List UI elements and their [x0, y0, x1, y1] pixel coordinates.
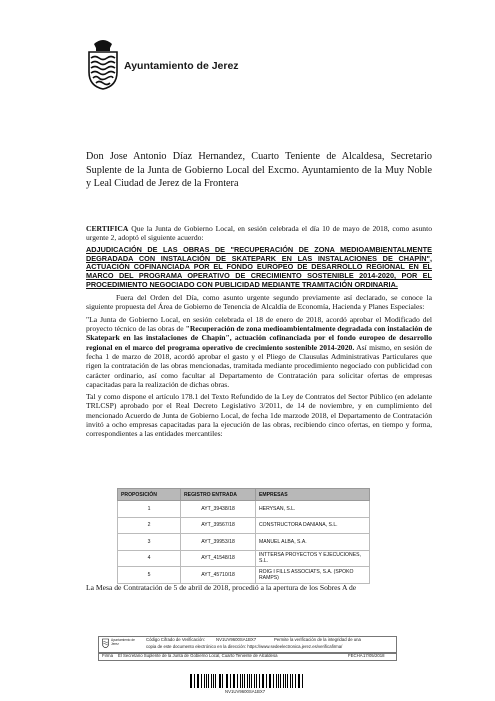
barcode-bar [302, 674, 303, 688]
table-row: 4 AYT_41548/18 INTTERSA PROYECTOS Y EJECUCIONES, S.L. [118, 550, 370, 567]
barcode [190, 674, 305, 688]
barcode-bar [222, 674, 223, 688]
document-body [86, 224, 432, 442]
code-label: Código Cifrado de Verificación: [146, 637, 205, 642]
barcode-bar [206, 674, 207, 688]
paragraph-legal-basis: Tal y como dispone el artículo 178.1 del Texto Refundido de la Ley de Contratos del Sector Público (en adelante TRLCSP) aprobado por el Real Decreto Legislativo 3/2011, de 14 de noviembre, y en cumplimiento del mencionado Acuerdo de Junta de Gobierno Local, de fecha 1de marzode 2018, el Departamento de Contratación invitó a ocho empresas capacitadas para la ejecución de las obras, recibiendo cinco ofertas, en tiempo y forma, correspondientes a las entidades mercantiles: [86, 392, 432, 439]
barcode-bar [234, 674, 235, 688]
verification-code: NV1UV9600SA1BX7 [216, 637, 257, 642]
copy-text: copia de este documento electrónico en la dirección: https://www.sedeelectronica.jerez.es/verificafirma/ [146, 644, 343, 649]
fecha-value: 17/05/2018 [363, 653, 385, 658]
certifica-paragraph [86, 224, 432, 243]
footer-logo-text: Ayuntamiento de Jerez [111, 638, 135, 646]
intro-paragraph: Don Jose Antonio Díaz Hernandez, Cuarto Teniente de Alcaldesa, Secretario Suplente de la Junta de Gobierno Local del Excmo. Ayuntamiento de la Muy Noble y Leal Ciudad de Jerez de la Frontera [86, 151, 432, 190]
barcode-bar [230, 674, 231, 688]
header-empresas: EMPRESAS [256, 489, 370, 501]
barcode-bar [283, 674, 284, 688]
certifica-lead: CERTIFICA [86, 224, 129, 233]
barcode-bar [273, 674, 274, 688]
barcode-bar [266, 674, 267, 688]
footer-crest-icon [102, 638, 109, 648]
ayuntamiento-crest-icon [86, 38, 120, 90]
certifica-text: Que la Junta de Gobierno Local, en sesión celebrada el día 10 de mayo de 2018, como asunto urgente 2, adoptó el siguiente acuerdo: [86, 224, 432, 243]
offers-table [117, 488, 370, 584]
barcode-bar [201, 674, 202, 688]
project-title-bold: "Recuperación de zona medioambientalmente degradada con instalación de Skatepark en las instalaciones de Chapín", actuación cofinanciada por el fondo europeo de desarrollo regional en el marco del programa operativo de crecimiento sostenible 2014-2020. [86, 324, 432, 352]
barcode-bar [242, 674, 243, 688]
closing-paragraph: La Mesa de Contratación de 5 de abril de 2018, procedió a la apertura de los Sobres A de [86, 583, 357, 592]
barcode-bar [259, 674, 260, 688]
verification-footer [98, 636, 395, 666]
barcode-bar [247, 674, 248, 688]
paragraph-background: "La Junta de Gobierno Local, en sesión celebrada el 18 de enero de 2018, acordó aprobar el Modificado del proyecto técnico de las obras de "Recuperación de zona medioambientalmente degradada con instalación de Skatepark en las instalaciones de Chapín", actuación cofinanciada por el fondo europeo de desarrollo regional en el marco del programa operativo de crecimiento sostenible 2014-2020. Así mismo, en sesión de fecha 1 de marzo de 2018, acordó aprobar el gasto y el Pliego de Clausulas Administrativas Particulares que rigen la contratación de las obras mencionadas, tramitada mediante procedimiento negociado con publicidad con carácter ordinario, así como facultar al Departamento de Contratación para solicitar ofertas de empresas capacitadas para la realización de dichas obras. [86, 314, 433, 389]
firma-text: El Secretario Suplente de la Junta de Gobierno Local, Cuarto Teniente de Alcaldesa [118, 653, 278, 658]
table-row: 1 AYT_39438/18 HERYSAN, S.L. [118, 501, 370, 518]
barcode-bar [194, 674, 195, 688]
table-row: 5 AYT_45710/18 ROIG I FILLS ASSOCIATS, S.A. (SPOKO RAMPS) [118, 567, 370, 584]
barcode-bar [276, 674, 277, 688]
table-header-row [118, 489, 370, 501]
barcode-text: NV1UV9600SA1BX7 [225, 689, 266, 694]
table-row: 2 AYT_39567/18 CONSTRUCTORA DANIANA, S.L. [118, 517, 370, 534]
paragraph-urgent-matter: Fuera del Orden del Día, como asunto urgente segundo previamente así declarado, se conoce la siguiente propuesta del Área de Gobierno de Tenencia de Alcaldía de Economía, Hacienda y Planes Especiales: [86, 293, 432, 312]
barcode-bar [213, 674, 214, 688]
barcode-bar [295, 674, 296, 688]
header-proposicion: PROPOSICIÓN [118, 489, 181, 501]
firma-label: Firma [102, 653, 113, 658]
brand-name: Ayuntamiento de Jerez [124, 60, 239, 72]
barcode-bar [254, 674, 255, 688]
barcode-bar [290, 674, 291, 688]
barcode-bar [215, 674, 216, 688]
verify-text: Permite la verificación de la integridad de una [274, 637, 361, 642]
header-registro: REGISTRO ENTRADA [181, 489, 256, 501]
resolution-title: ADJUDICACIÓN DE LAS OBRAS DE "RECUPERACIÓN DE ZONA MEDIOAMBIENTALMENTE DEGRADADA CON INSTALACIÓN DE SKATEPARK EN LAS INSTALACIONES DE CHAPÍN", ACTUACIÓN COFINANCIADA POR EL FONDO EUROPEO DE DESARROLLO REGIONAL EN EL MARCO DEL PROGRAMA OPERATIVO DE CRECIMIENTO SOSTENIBLE 2014-2020, POR EL PROCEDIMIENTO NEGOCIADO CON PUBLICIDAD MEDIANTE TRAMITACIÓN ORDINARIA. [86, 244, 432, 290]
fecha-label: FECHA [348, 653, 363, 658]
table-row: 3 AYT_39953/18 MANUEL ALBA, S.A. [118, 534, 370, 551]
